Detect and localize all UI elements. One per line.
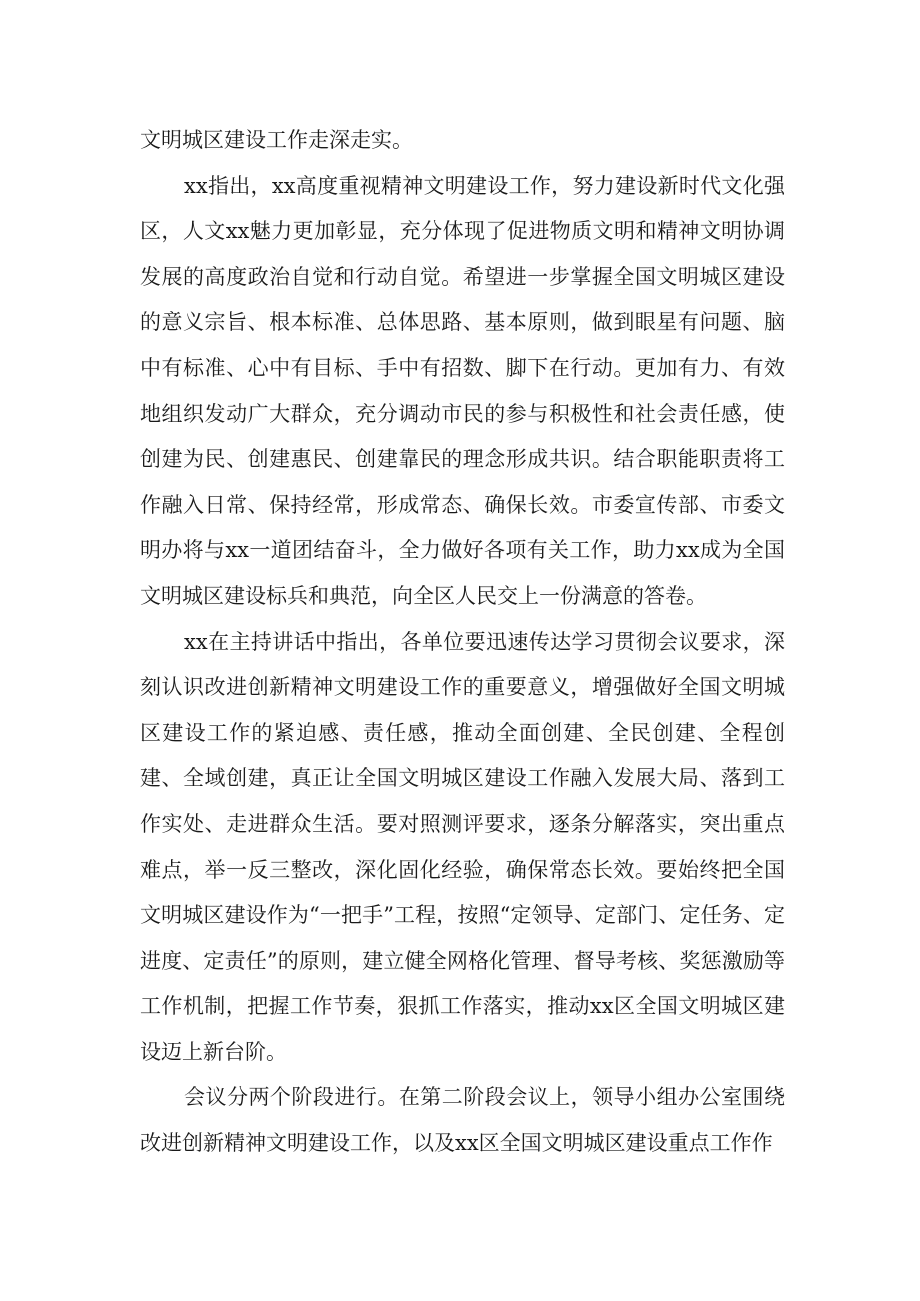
paragraph-speech-summary: xx指出，xx高度重视精神文明建设工作，努力建设新时代文化强区，人文xx魅力更加彰显，充分体现了促进物质文明和精神文明协调发展的高度政治自觉和行动自觉。希望进一步掌握全国文明城区建设的意义宗旨、根本标准、总体思路、基本原则，做到眼星有问题、脑中有标准、心中有目标、手中有招数、脚下在行动。更加有力、有效地组织发动广大群众，充分调动市民的参与积极性和社会责任感，使创建为民、创建惠民、创建靠民的理念形成共识。结合职能职责将工作融入日常、保持经常，形成常态、确保长效。市委宣传部、市委文明办将与xx一道团结奋斗，全力做好各项有关工作，助力xx成为全国文明城区建设标兵和典范，向全区人民交上一份满意的答卷。 xyxy=(140,173,785,608)
paragraph-continuation: 文明城区建设工作走深走实。 xyxy=(140,128,413,152)
paragraph-meeting-stages: 会议分两个阶段进行。在第二阶段会议上，领导小组办公室围绕改进创新精神文明建设工作，以及xx区全国文明城区建设重点工作作 xyxy=(140,1085,785,1156)
document-body xyxy=(140,118,785,1167)
paragraph-host-remarks: xx在主持讲话中指出，各单位要迅速传达学习贯彻会议要求，深刻认识改进创新精神文明建设工作的重要意义，增强做好全国文明城区建设工作的紧迫感、责任感，推动全面创建、全民创建、全程创建、全域创建，真正让全国文明城区建设工作融入发展大局、落到工作实处、走进群众生活。要对照测评要求，逐条分解落实，突出重点难点，举一反三整改，深化固化经验，确保常态长效。要始终把全国文明城区建设作为“一把手”工程，按照“定领导、定部门、定任务、定进度、定责任”的原则，建立健全网格化管理、督导考核、奖惩激励等工作机制，把握工作节奏，狠抓工作落实，推动xx区全国文明城区建设迈上新台阶。 xyxy=(140,629,785,1064)
